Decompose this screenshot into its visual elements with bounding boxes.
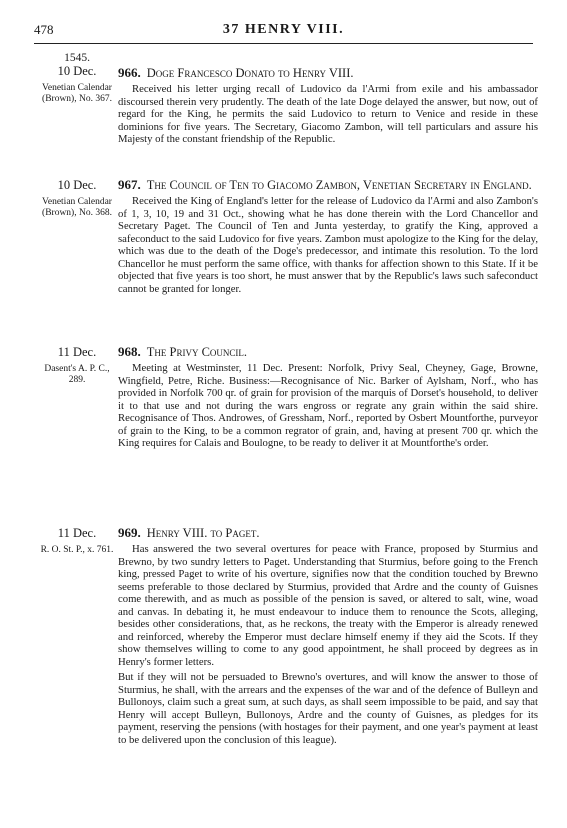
page-number: 478: [34, 22, 54, 37]
entry-main: [118, 66, 538, 146]
entry-paragraph: Received the King of England's letter for the release of Ludovico da l'Armi and also Zambon's of 1, 3, 10, 19 and 31 Oct., showing what he has done therein with the Lord Chancellor and Secretary Paget. The Council of Ten and Junta yesterday, to gratify the King, approved a safeconduct to the said Ludovico for five years. Zambon must apologize to the King for the delay, which was due to the death of the Doge's predecessor, and intimate this resolution. To the lord Chancellor he must perform the same office, with thanks for affection shown to this State. If it be objected that five years is too short, he must answer that by the Republic's laws such safeconduct cannot be granted for longer.: [118, 195, 538, 295]
entry-margin: [38, 178, 116, 218]
entry-number: 967.: [118, 177, 141, 192]
header-rule: [34, 43, 533, 44]
entry-paragraph: Meeting at Westminster, 11 Dec. Present: Norfolk, Privy Seal, Cheyney, Gage, Browne, Wingfield, Petre, Riche. Business:—Recognisance of Nic. Barker of Aylsham, Norf., who has provided in Norfolk 700 qr. of grain for provision of the marquis of Dorset's household, to deliver it to that use and not during the wars engross or regrate any grain within the said shire. Recognisance of Thos. Androwes, of Gressham, Norf., reported by Osbert Mountforthe, purveyor of grain to the King, to be a common regrator of grain, and, having at present 700 qr. which the King requires for Calais and Boulogne, to be ready to deliver it at Mountforthe's order.: [118, 362, 538, 449]
entry-title: Henry VIII. to Paget.: [146, 526, 260, 540]
entry-title: The Council of Ten to Giacomo Zambon, Venetian Secretary in England.: [146, 178, 532, 192]
entry-number: 968.: [118, 344, 141, 359]
entry-date: 10 Dec.: [57, 178, 97, 192]
entry-date: 10 Dec.: [57, 64, 97, 78]
entry-margin: [38, 52, 116, 104]
entry-source: Dasent's A. P. C., 289.: [44, 364, 110, 385]
entry-paragraph: Has answered the two several overtures for peace with France, proposed by Sturmius and Brewno, by two sundry letters to Paget. Understanding that Sturmius, before going to the French king, pressed Paget to write of his overture, signifies now that the condition touched by Brewno seems preferable to those declared by Sturmius, provided that Ardre and the county of Guisnes come therewith, and as much as possible of the pension is saved, or altered to salt, wine, woad and canvas. In debating it, he must endeavour to induce them to renounce the Scots, alleging, besides other considerations, that, as he reckons, the treaty with the Emperor is already renewed and reinforced, whereby the Emperor must declare himself enemy if they aid the Scots. If they show themselves willing to come to any good appointment, he shall proceed by degrees as in Henry's former letters.: [118, 543, 538, 668]
entry-main: [118, 526, 538, 746]
entry-year: 1545.: [64, 52, 90, 64]
entry-paragraph: Received his letter urging recall of Ludovico da l'Armi from exile and his ambassador discoursed therein very prudently. The death of the late Doge delayed the answer, but now, out of regard for the King, he permits the said Ludovico to return to Venice and reside in these dominions for five years. The Secretary, Giacomo Zambon, will tell particulars and assure his Majesty of the constant friendship of the Republic.: [118, 83, 538, 145]
entry-number: 966.: [118, 65, 141, 80]
entry-source: R. O. St. P., x. 761.: [40, 545, 114, 555]
entry-margin: [38, 526, 116, 556]
page-header: [34, 22, 533, 42]
entry-heading: [118, 66, 538, 80]
entry-date: 11 Dec.: [57, 526, 97, 540]
entry-margin: [38, 345, 116, 385]
entry-number: 969.: [118, 525, 141, 540]
entry-paragraph: But if they will not be persuaded to Brewno's overtures, and will know the answer to those of Sturmius, he shall, with the arrears and the expenses of the war and of the defence of Bulleyn and Bullonoys, claim such a great sum, at such days, as shall seem impossible to be paid, and say that Henry will accept Bulleyn, Bullonoys, Ardre and the county of Guisnes, as pledges for its payment, reserving the pensions (with hostages for their payment, and one year's payment at least to be delivered upon the conclusion of this league).: [118, 671, 538, 746]
entry-heading: [118, 345, 538, 359]
entry-source: Venetian Calendar (Brown), No. 368.: [42, 197, 112, 218]
entry-main: [118, 178, 538, 295]
entry-date: 11 Dec.: [57, 345, 97, 359]
entry-title: The Privy Council.: [146, 345, 248, 359]
entry-main: [118, 345, 538, 450]
entry-heading: [118, 178, 538, 192]
entry-title: Doge Francesco Donato to Henry VIII.: [146, 66, 354, 80]
entry-source: Venetian Calendar (Brown), No. 367.: [42, 83, 112, 104]
entry-heading: [118, 526, 538, 540]
running-title: 37 HENRY VIII.: [222, 22, 345, 37]
